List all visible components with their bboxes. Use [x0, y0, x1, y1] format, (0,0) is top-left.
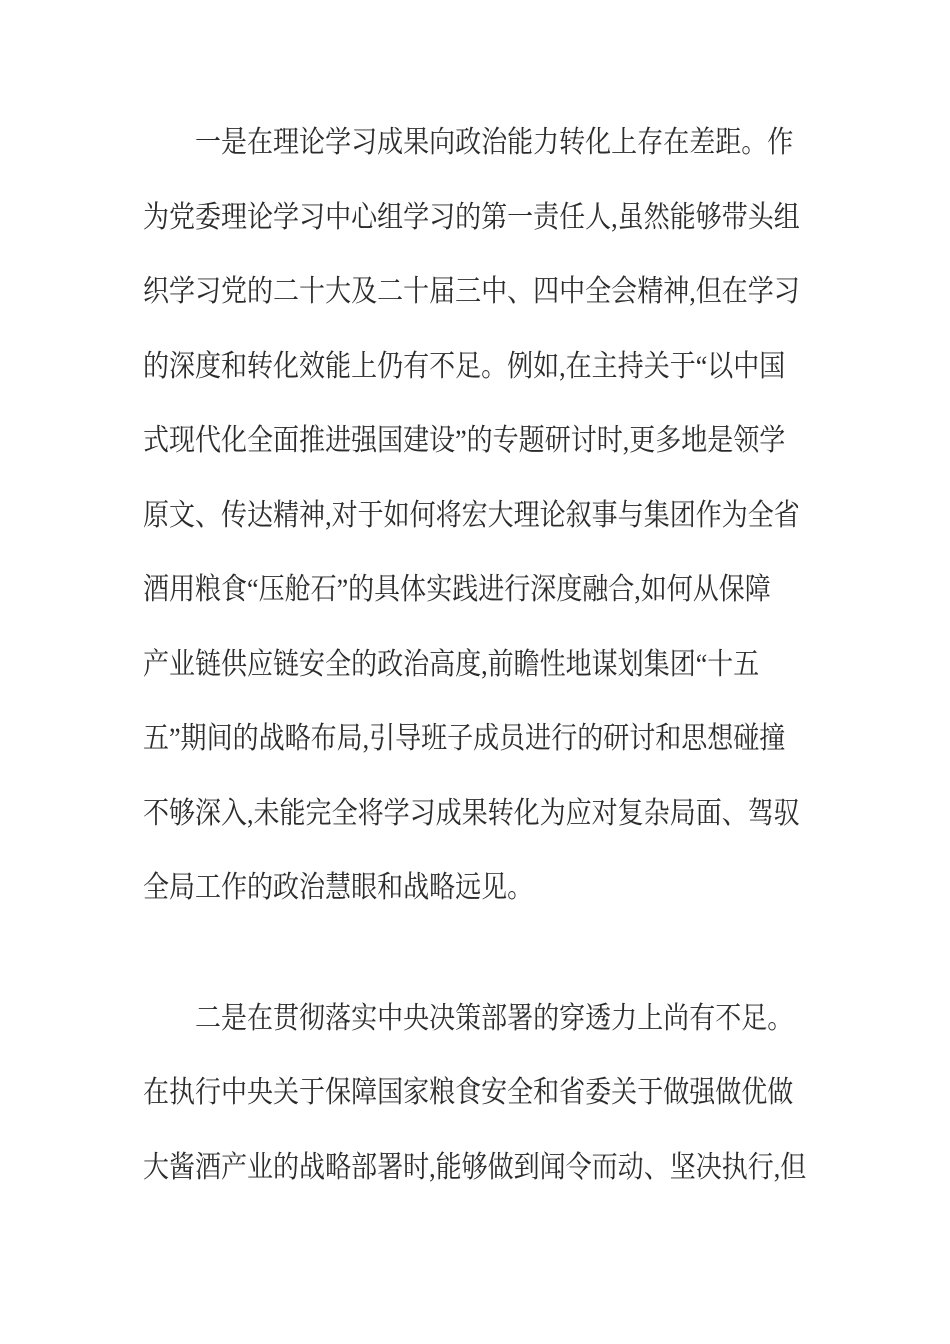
document-content: [143, 106, 813, 1205]
text-line: 酒用粮食“压舱石”的具体实践进行深度融合,如何从保障: [143, 573, 771, 606]
text-line: 原文、传达精神,对于如何将宏大理论叙事与集团作为全省: [143, 498, 800, 532]
paragraph-1: [143, 106, 807, 926]
text-line: 一是在理论学习成果向政治能力转化上存在差距。作: [195, 126, 794, 159]
text-line: 为党委理论学习中心组学习的第一责任人,虽然能够带头组: [143, 200, 800, 234]
text-line: 二是在贯彻落实中央决策部署的穿透力上尚有不足。: [195, 1001, 794, 1035]
text-line: 的深度和转化效能上仍有不足。例如,在主持关于“以中国: [143, 349, 786, 383]
text-line: 式现代化全面推进强国建设”的专题研讨时,更多地是领学: [143, 424, 786, 457]
text-line: 五”期间的战略布局,引导班子成员进行的研讨和思想碰撞: [143, 722, 786, 755]
text-line: 织学习党的二十大及二十届三中、四中全会精神,但在学习: [143, 275, 800, 308]
text-line: 产业链供应链安全的政治高度,前瞻性地谋划集团“十五: [143, 647, 760, 681]
text-line: 全局工作的政治慧眼和战略远见。: [143, 871, 534, 904]
text-line: 不够深入,未能完全将学习成果转化为应对复杂局面、驾驭: [143, 796, 800, 830]
paragraph-2: [143, 982, 807, 1206]
text-line: 大酱酒产业的战略部署时,能够做到闻令而动、坚决执行,但: [143, 1150, 807, 1184]
text-line: 在执行中央关于保障国家粮食安全和省委关于做强做优做: [143, 1076, 794, 1109]
